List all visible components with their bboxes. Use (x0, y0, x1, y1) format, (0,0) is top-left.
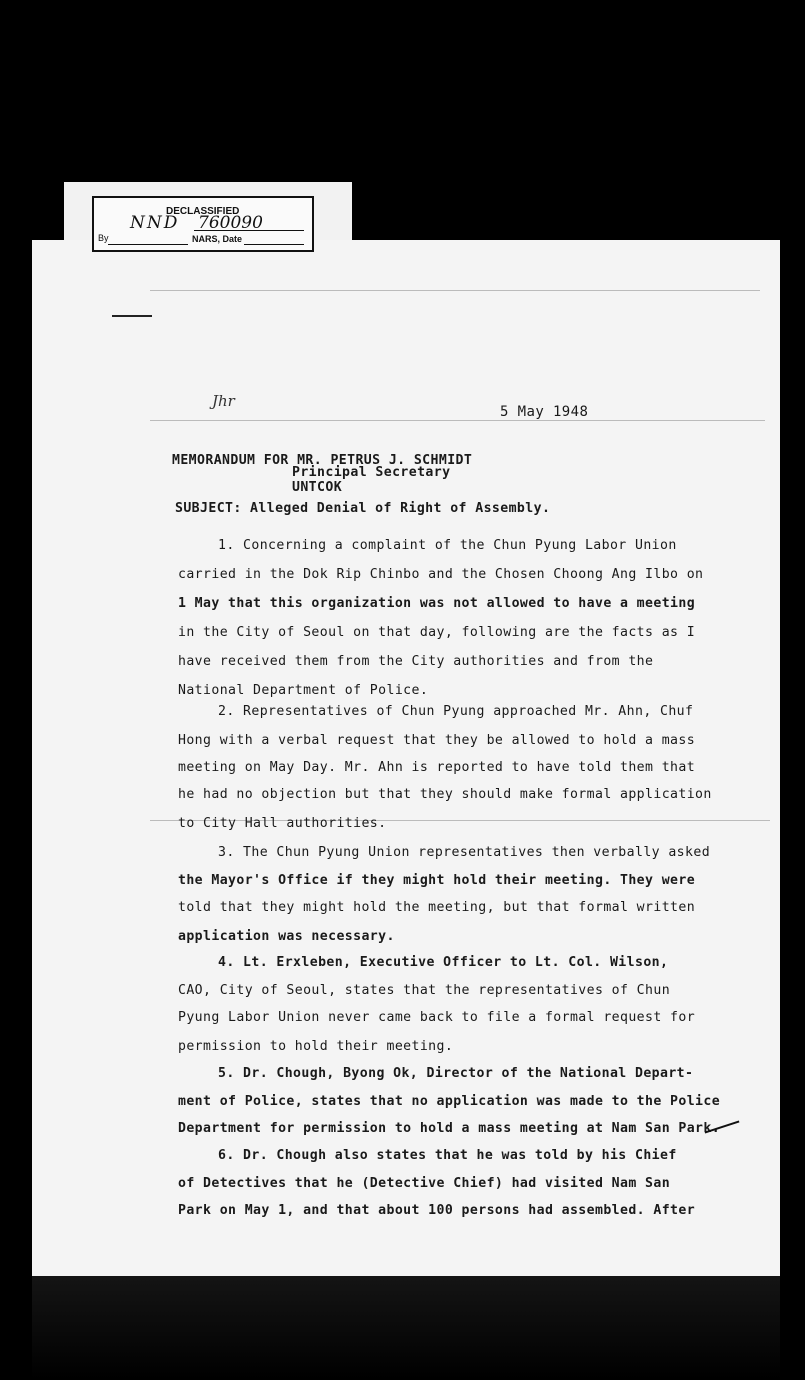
text-line: told that they might hold the meeting, but that formal written (178, 900, 696, 915)
declassification-stamp (92, 196, 314, 252)
stamp-rule (244, 244, 304, 245)
stamp-nars-date-label: NARS, Date (192, 234, 243, 244)
scan-shadow (32, 1276, 780, 1380)
handwritten-initials: Jhr (212, 392, 235, 410)
text-line: meeting on May Day. Mr. Ahn is reported to have told them that (178, 760, 696, 775)
text-line: Pyung Labor Union never came back to file a formal request for (178, 1010, 696, 1025)
text-line: in the City of Seoul on that day, following are the facts as I (178, 625, 696, 640)
memo-addressee: MEMORANDUM FOR MR. PETRUS J. SCHMIDT (172, 453, 473, 468)
text-line: of Detectives that he (Detective Chief) had visited Nam San (178, 1176, 671, 1191)
memo-date: 5 May 1948 (500, 404, 589, 420)
text-line: have received them from the City authorities and from the (178, 654, 654, 669)
text-line: Park on May 1, and that about 100 persons had assembled. After (178, 1203, 696, 1218)
memo-addressee-org: UNTCOK (292, 480, 343, 495)
text-line: Department for permission to hold a mass meeting at Nam San Park. (178, 1121, 721, 1136)
text-line: the Mayor's Office if they might hold their meeting. They were (178, 873, 696, 888)
text-line: National Department of Police. (178, 683, 429, 698)
memo-subject: SUBJECT: Alleged Denial of Right of Assembly. (175, 501, 551, 516)
faint-rule (150, 290, 760, 291)
faint-rule (150, 420, 765, 421)
text-line: Hong with a verbal request that they be allowed to hold a mass (178, 733, 696, 748)
text-line: 2. Representatives of Chun Pyung approached Mr. Ahn, Chuf (218, 704, 694, 719)
text-line: 1 May that this organization was not allowed to have a meeting (178, 596, 696, 611)
text-line: carried in the Dok Rip Chinbo and the Chosen Choong Ang Ilbo on (178, 567, 704, 582)
stamp-rule (108, 244, 188, 245)
memo-addressee-title: Principal Secretary (292, 465, 451, 480)
stamp-nnd-label: NND (130, 213, 180, 233)
text-line: ment of Police, states that no application was made to the Police (178, 1094, 721, 1109)
text-line: CAO, City of Seoul, states that the representatives of Chun (178, 983, 671, 998)
stamp-number: 760090 (198, 213, 263, 233)
text-line: to City Hall authorities. (178, 816, 387, 831)
text-line: he had no objection but that they should make formal application (178, 787, 712, 802)
margin-mark (112, 315, 152, 317)
text-line: 5. Dr. Chough, Byong Ok, Director of the National Depart- (218, 1066, 694, 1081)
stamp-declassified-label: DECLASSIFIED (166, 206, 240, 217)
text-line: 1. Concerning a complaint of the Chun Pyung Labor Union (218, 538, 677, 553)
text-line: 6. Dr. Chough also states that he was told by his Chief (218, 1148, 677, 1163)
text-line: 3. The Chun Pyung Union representatives then verbally asked (218, 845, 711, 860)
text-line: permission to hold their meeting. (178, 1039, 454, 1054)
text-line: application was necessary. (178, 929, 395, 944)
text-line: 4. Lt. Erxleben, Executive Officer to Lt. Col. Wilson, (218, 955, 669, 970)
stamp-rule (194, 230, 304, 231)
stamp-by-label: By (98, 233, 109, 243)
